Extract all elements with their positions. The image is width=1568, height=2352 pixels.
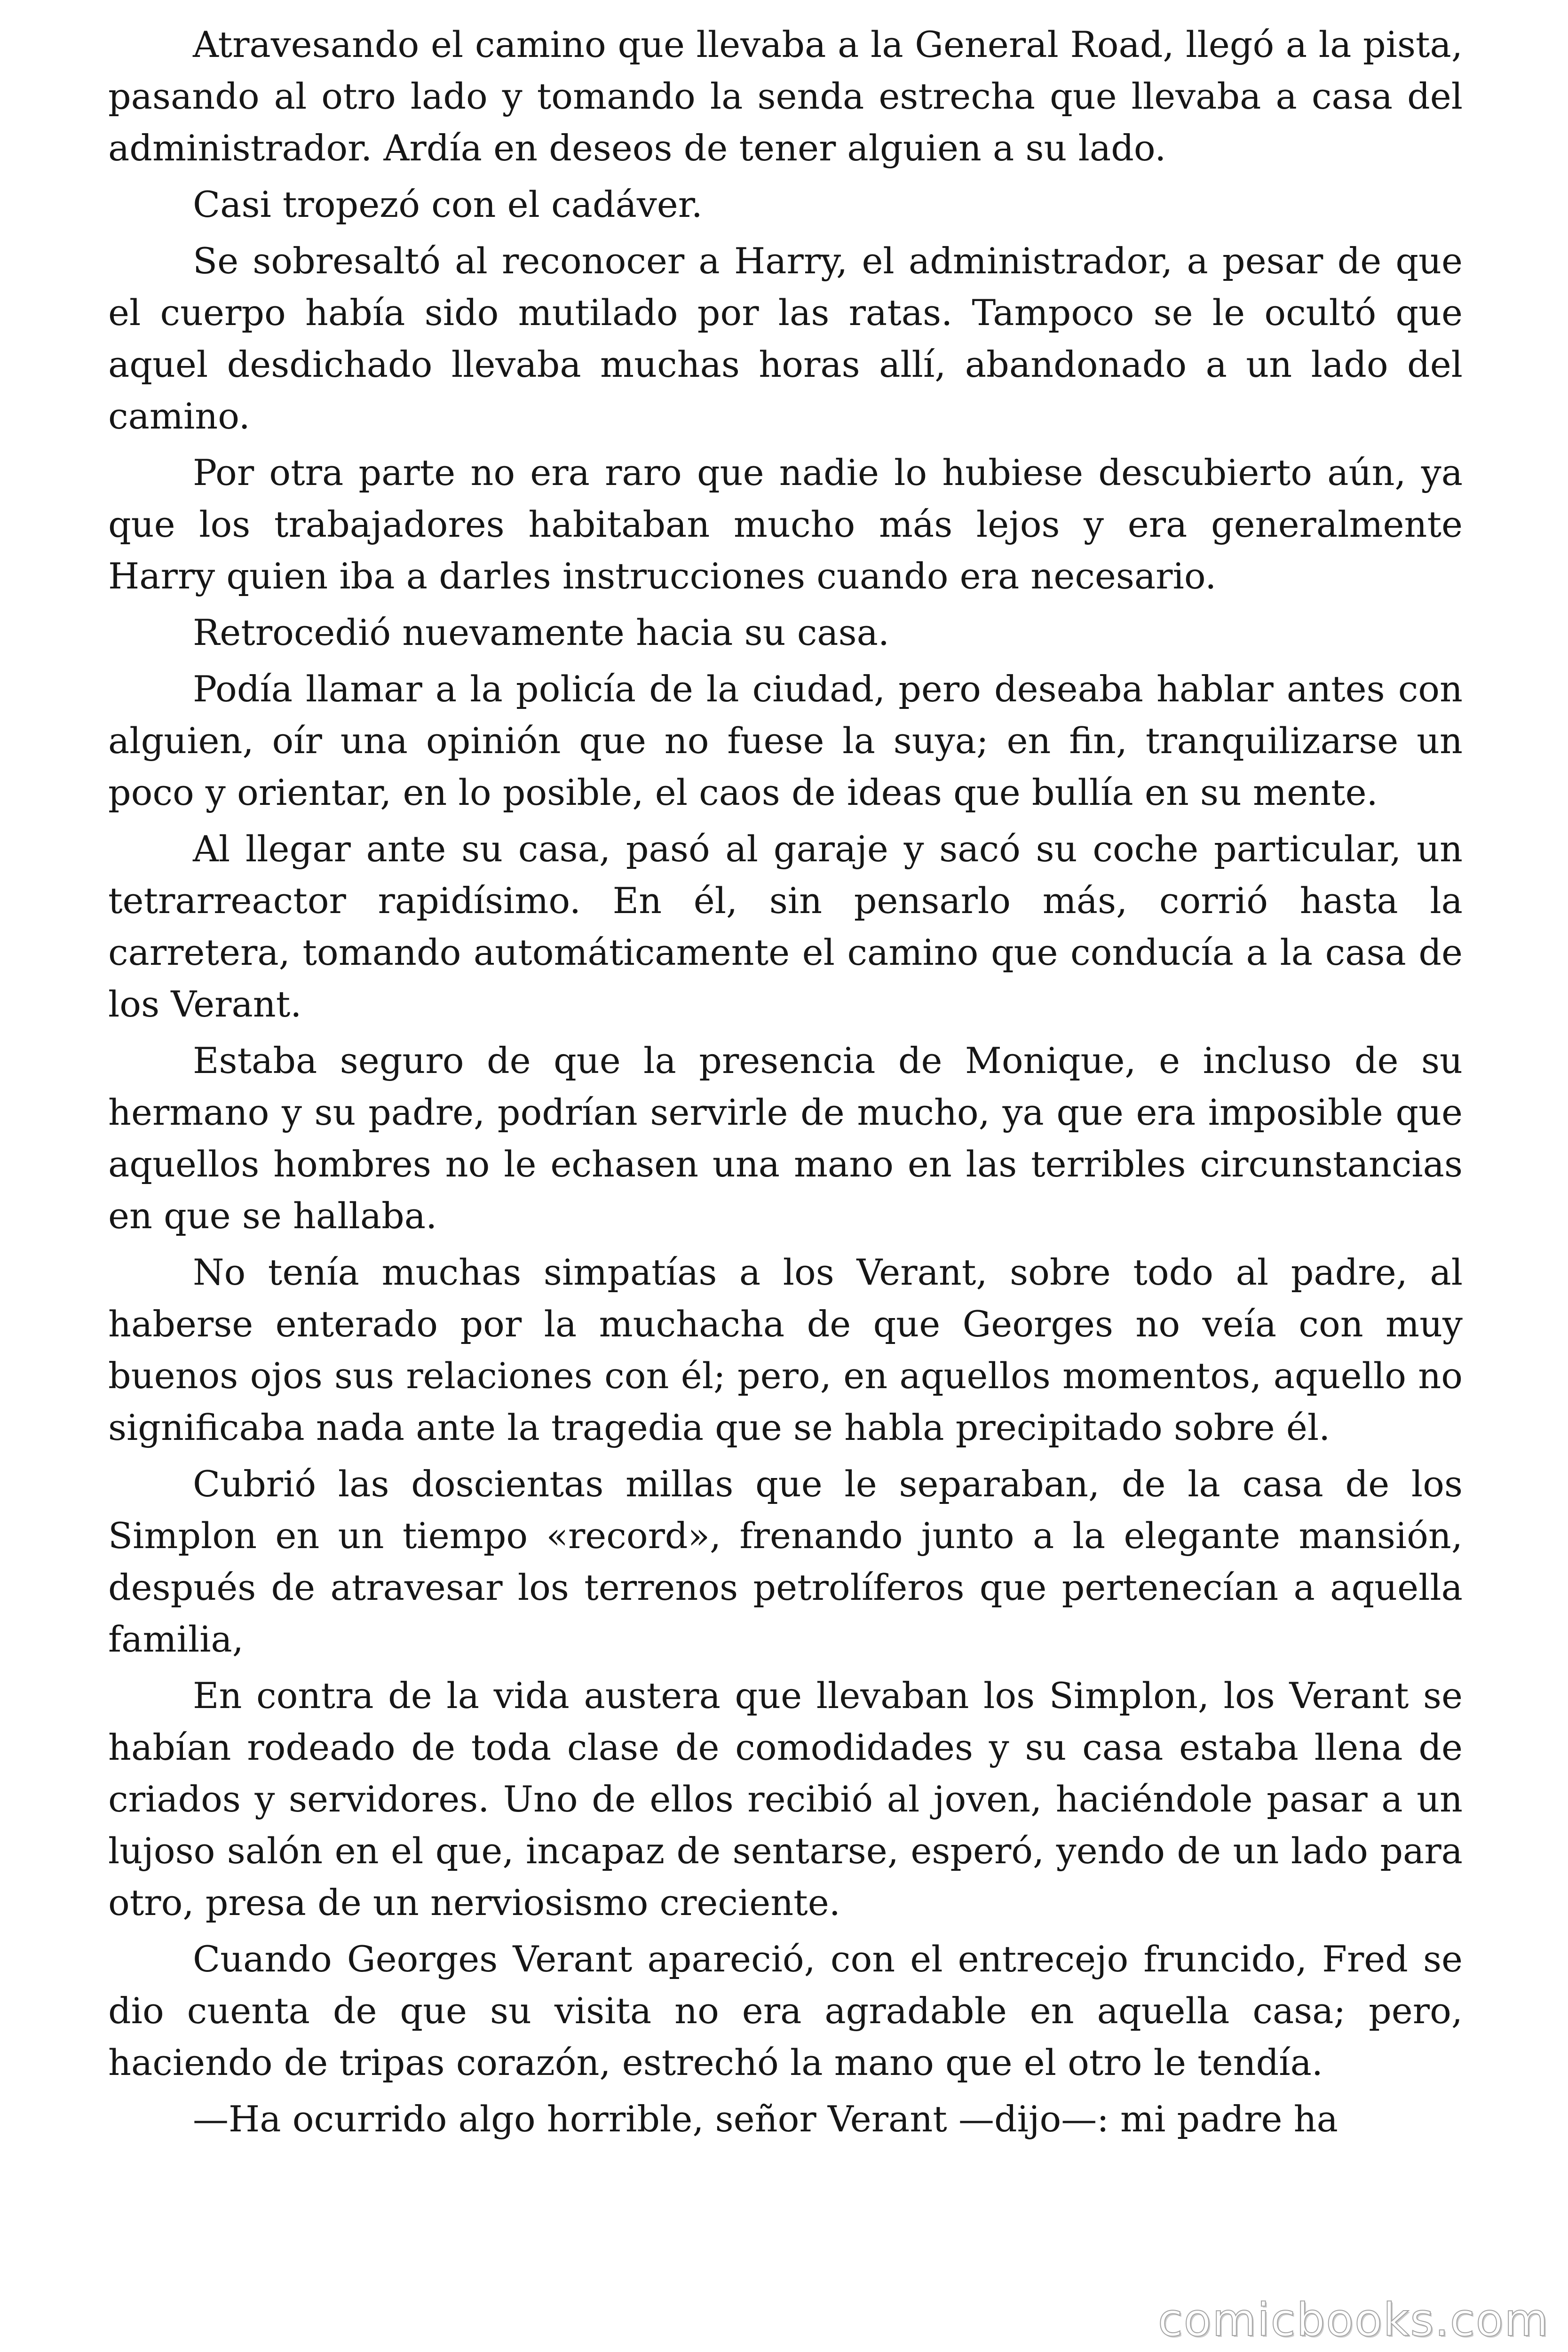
paragraph: No tenía muchas simpatías a los Verant, sobre todo al padre, al haberse enterado por la muchacha de que Georges no veía con muy buenos ojos sus relaciones con él; pero, en aquellos momentos, aquello no significaba nada ante la tragedia que se habla precipitado sobre él. xyxy=(108,1251,1463,1448)
watermark: comicbooks.com xyxy=(1157,2294,1549,2346)
paragraph: Casi tropezó con el cadáver. xyxy=(193,183,703,225)
paragraph: Retrocedió nuevamente hacia su casa. xyxy=(193,612,890,653)
paragraph: —Ha ocurrido algo horrible, señor Verant —dijo—: mi padre ha xyxy=(193,2098,1338,2140)
book-page-text xyxy=(108,19,1463,2150)
paragraph: Cuando Georges Verant apareció, con el entrecejo fruncido, Fred se dio cuenta de que su visita no era agradable en aquella casa; pero, haciendo de tripas corazón, estrechó la mano que el otro le tendía. xyxy=(108,1938,1463,2083)
paragraph: Por otra parte no era raro que nadie lo hubiese descubierto aún, ya que los trabajadores habitaban mucho más lejos y era generalmente Harry quien iba a darles instrucciones cuando era necesario. xyxy=(108,452,1463,597)
paragraph: Cubrió las doscientas millas que le separaban, de la casa de los Simplon en un tiempo «record», frenando junto a la elegante mansión, después de atravesar los terrenos petrolíferos que pertenecían a aquella familia, xyxy=(108,1463,1463,1660)
paragraph: Al llegar ante su casa, pasó al garaje y sacó su coche particular, un tetrarreactor rapidísimo. En él, sin pensarlo más, corrió hasta la carretera, tomando automáticamente el camino que conducía a la casa de los Verant. xyxy=(108,828,1463,1025)
paragraph: Se sobresaltó al reconocer a Harry, el administrador, a pesar de que el cuerpo había sido mutilado por las ratas. Tampoco se le ocultó que aquel desdichado llevaba muchas horas allí, abandonado a un lado del camino. xyxy=(108,240,1463,437)
paragraph: Estaba seguro de que la presencia de Monique, e incluso de su hermano y su padre, podrían servirle de mucho, ya que era imposible que aquellos hombres no le echasen una mano en las terribles circunstancias en que se hallaba. xyxy=(108,1040,1463,1237)
paragraph: En contra de la vida austera que llevaban los Simplon, los Verant se habían rodeado de toda clase de comodidades y su casa estaba llena de criados y servidores. Uno de ellos recibió al joven, haciéndole pasar a un lujoso salón en el que, incapaz de sentarse, esperó, yendo de un lado para otro, presa de un nerviosismo creciente. xyxy=(108,1675,1463,1923)
paragraph: Podía llamar a la policía de la ciudad, pero deseaba hablar antes con alguien, oír una opinión que no fuese la suya; en fin, tranquilizarse un poco y orientar, en lo posible, el caos de ideas que bullía en su mente. xyxy=(108,668,1463,813)
paragraph: Atravesando el camino que llevaba a la General Road, llegó a la pista, pasando al otro lado y tomando la senda estrecha que llevaba a casa del administrador. Ardía en deseos de tener alguien a su lado. xyxy=(108,24,1463,169)
